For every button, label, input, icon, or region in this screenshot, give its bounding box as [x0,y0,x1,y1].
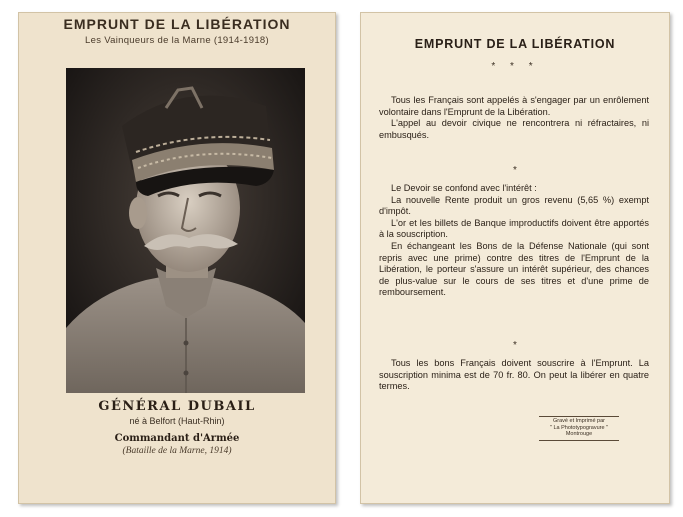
star-divider: * [513,340,517,351]
paragraph: La nouvelle Rente produit un gros revenu (5,65 %) exempt d'impôt. [379,194,649,217]
paragraph-block [379,95,649,141]
paragraph: L'or et les billets de Banque improductifs doivent être apportés à la souscription. [379,217,649,240]
printer-line: Montrouge [565,431,593,437]
battle-text: (Bataille de la Marne, 1914) [122,446,232,456]
paragraph-block [379,183,649,299]
general-portrait-photo [66,68,305,393]
portrait-postcard [18,12,336,504]
star-divider: * * * [491,61,539,72]
card-subtitle: Les Vainqueurs de la Marne (1914-1918) [85,35,269,46]
card-title: EMPRUNT DE LA LIBÉRATION [63,16,291,32]
paragraph: Le Devoir se confond avec l'intérêt : [391,183,537,193]
general-name: GÉNÉRAL DUBAIL [98,399,256,414]
paragraph: L'appel au devoir civique ne rencontrera ni réfractaires, ni embusqués. [379,118,649,140]
card-title: EMPRUNT DE LA LIBÉRATION [414,37,616,51]
printer-line: " La Phototypogravure " [549,424,609,431]
printer-line: Gravé et Imprimé par [553,418,605,424]
rank-text: Commandant d'Armée [114,433,240,444]
text-postcard [360,12,670,504]
paragraph-block [379,358,649,393]
paragraph: En échangeant les Bons de la Défense Nationale (qui sont repris avec une prime) contre des titres de l'Emprunt de la Libération, le porteur s'assure un intérêt supérieur, des chances de plus-value sur le cours de ses titres et d'une prime de remboursement. [379,240,649,298]
paragraph: Tous les Français sont appelés à s'engager par un enrôlement volontaire dans l'Emprunt de la Libération. [379,95,649,117]
birthplace-text: né à Belfort (Haut-Rhin) [129,416,225,426]
star-divider: * [513,165,517,176]
printer-imprint [539,416,619,441]
paragraph: Tous les bons Français doivent souscrire à l'Emprunt. La souscription minima est de 70 fr. 80. On peut la libérer en quatre termes. [379,358,649,392]
